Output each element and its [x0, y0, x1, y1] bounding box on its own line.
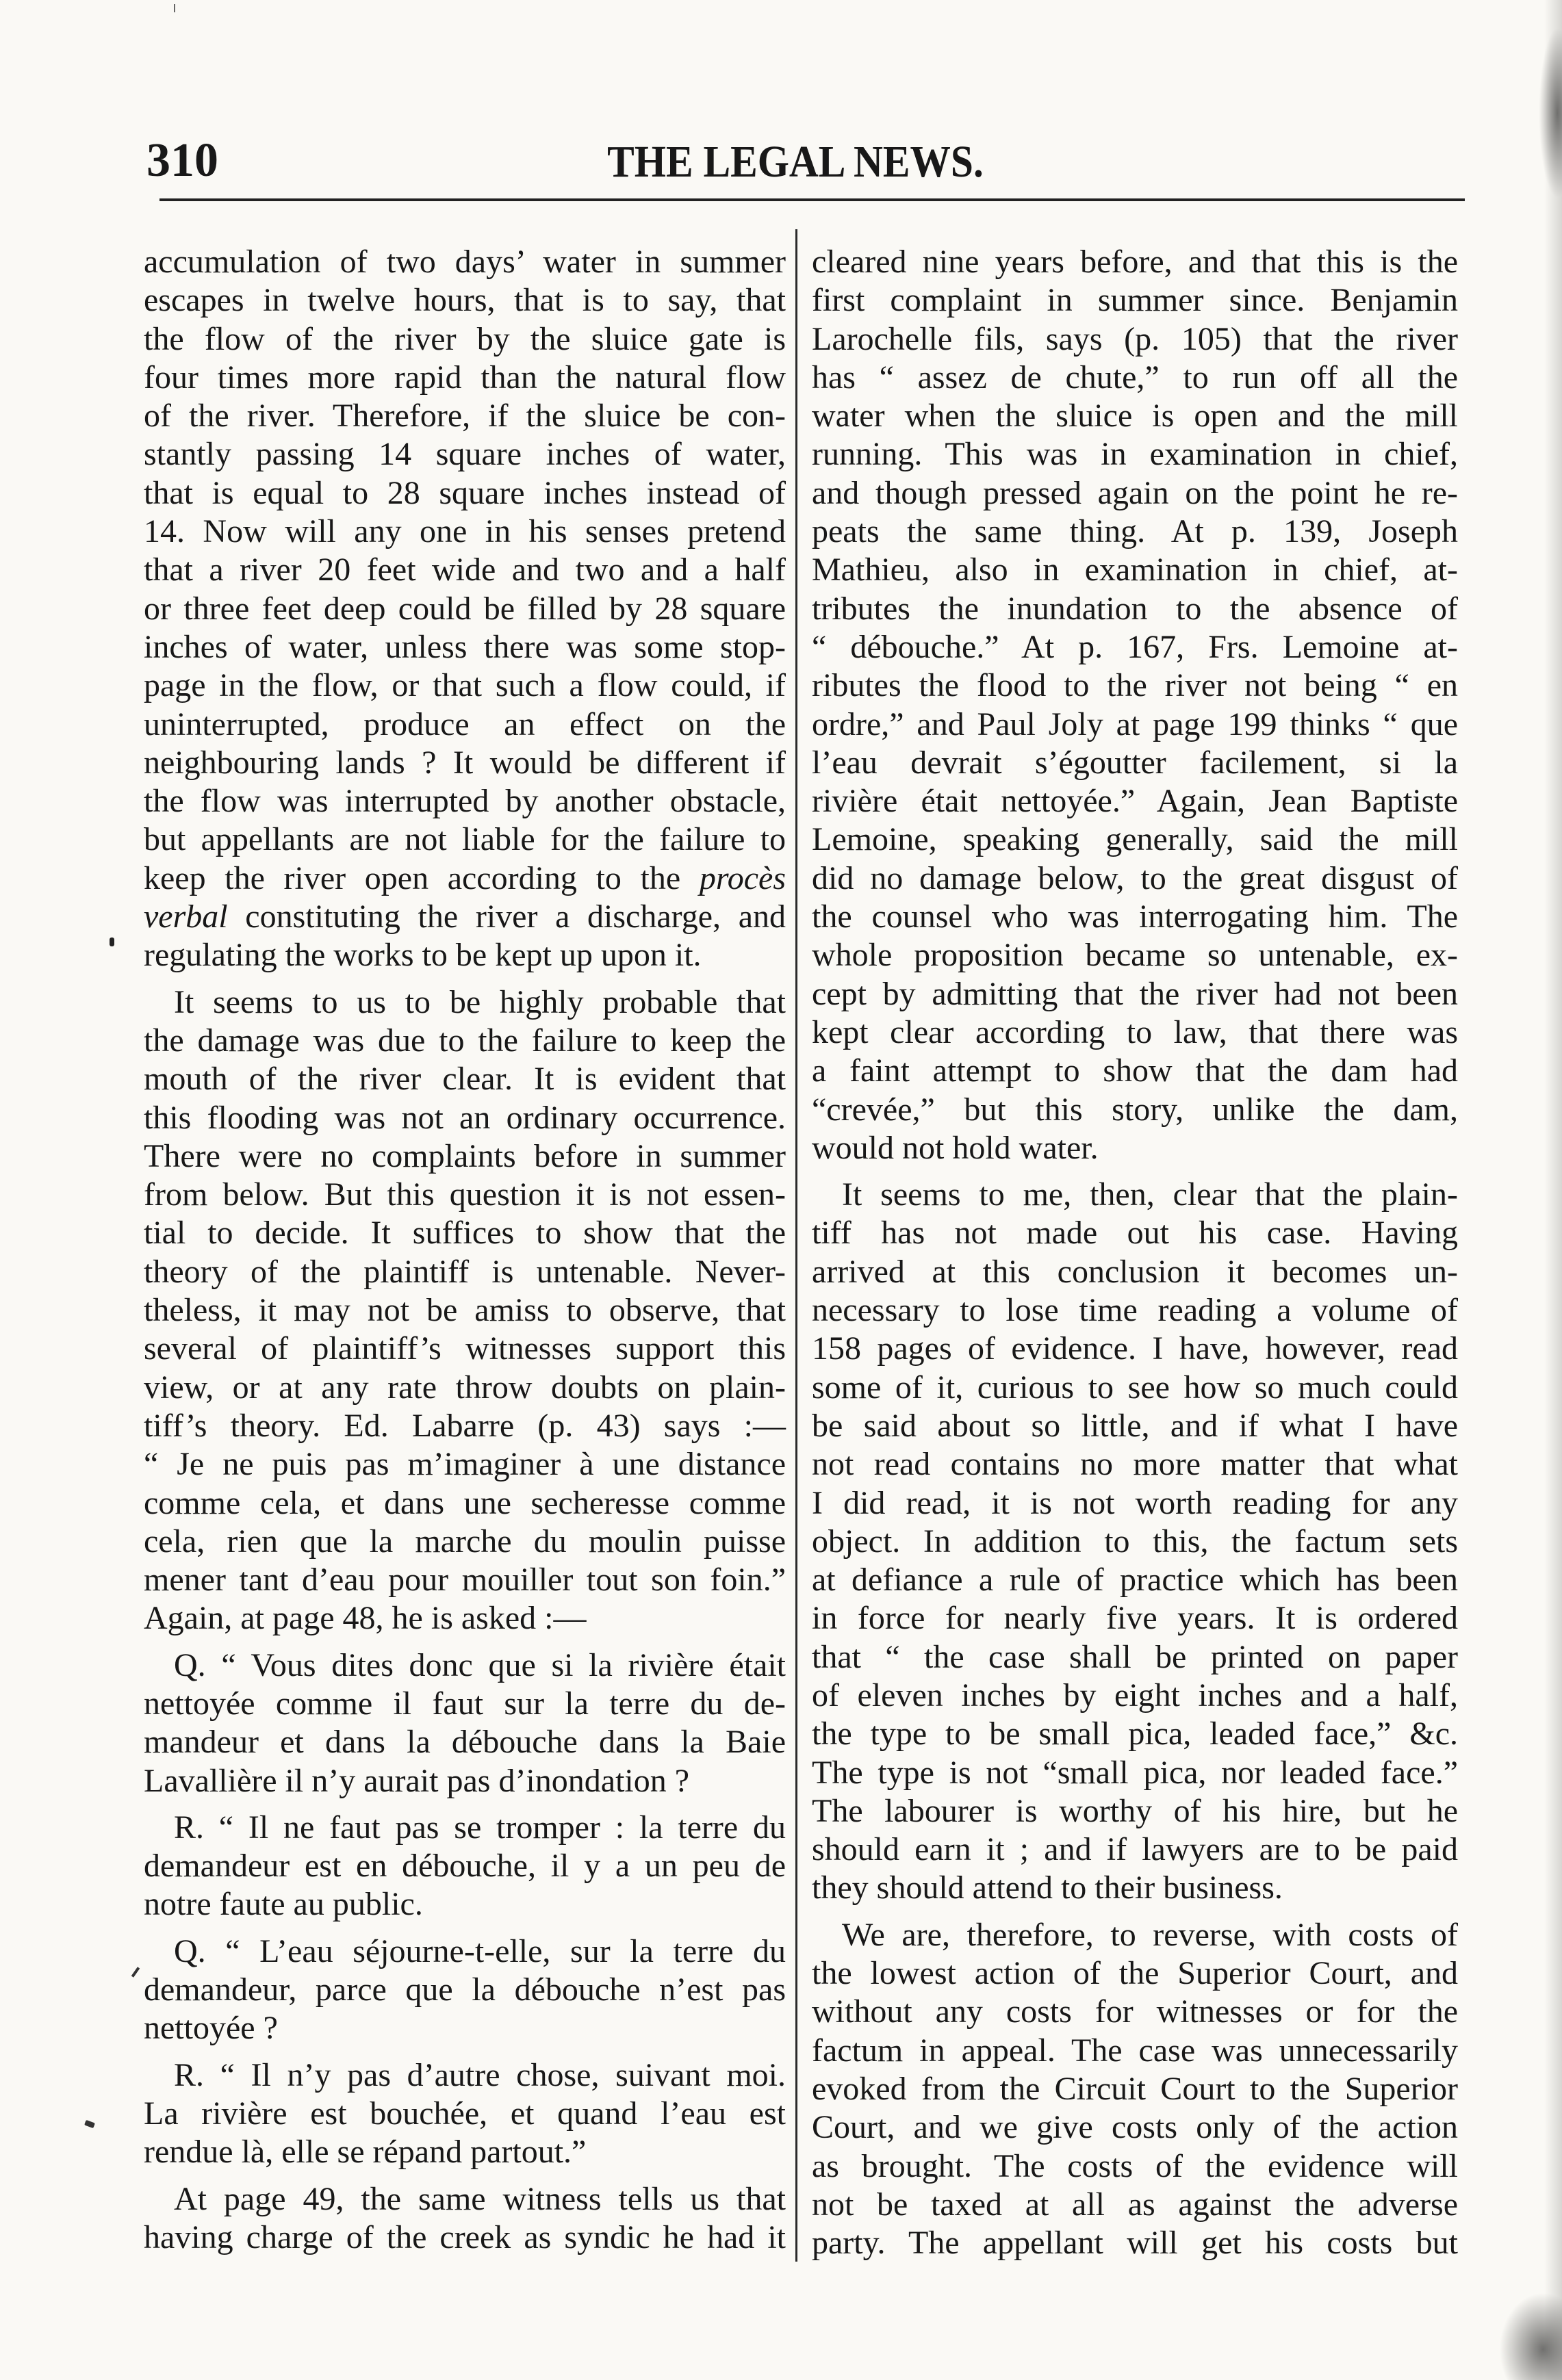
text-line: at defiance a rule of practice which has been [812, 1562, 1458, 1599]
text-line: There were no complaints before in summer [144, 1137, 786, 1174]
text-line: Lavallière il n’y aurait pas d’inondation ? [144, 1762, 690, 1799]
text-line: tributes the inundation to the absence of [812, 590, 1458, 627]
text-line: water when the sluice is open and the mill [812, 398, 1458, 435]
text-line: did no damage below, to the great disgust of [812, 859, 1458, 896]
text-line: At page 49, the same witness tells us that [174, 2180, 786, 2217]
paragraph [144, 1809, 786, 1924]
text-line: four times more rapid than the natural flow [144, 359, 786, 396]
paragraph [144, 2056, 786, 2172]
text-line: tiff has not made out his case. Having [812, 1215, 1458, 1252]
text-line: “ débouche.” At p. 167, Frs. Lemoine at- [812, 628, 1458, 665]
text-line: I did read, it is not worth reading for any [812, 1484, 1458, 1521]
text-line: rivière était nettoyée.” Again, Jean Baptiste [812, 783, 1458, 820]
text-line: has “ assez de chute,” to run off all the [812, 359, 1458, 396]
text-line: the lowest action of the Superior Court, and [812, 1955, 1458, 1992]
text-line: Court, and we give costs only of the action [812, 2109, 1458, 2146]
text-line: The labourer is worthy of his hire, but he [812, 1792, 1458, 1829]
text-line: the damage was due to the failure to keep the [144, 1022, 786, 1059]
text-line: they should attend to their business. [812, 1870, 1283, 1906]
text-line: would not hold water. [812, 1129, 1099, 1166]
paragraph [812, 243, 1458, 1167]
text-line: of the river. Therefore, if the sluice be con- [144, 398, 786, 435]
text-line: La rivière est bouchée, et quand l’eau est [144, 2095, 786, 2132]
text-line: comme cela, et dans une secheresse comme [144, 1484, 786, 1521]
paragraph [812, 1916, 1458, 2263]
text-line: We are, therefore, to reverse, with costs of [842, 1916, 1458, 1953]
text-line: and though pressed again on the point he re- [812, 474, 1458, 511]
text-line: rendue là, elle se répand partout.” [144, 2134, 587, 2171]
text-line: that “ the case shall be printed on paper [812, 1638, 1458, 1675]
text-line: uninterrupted, produce an effect on the [144, 706, 786, 742]
text-line: inches of water, unless there was some stop- [144, 628, 786, 665]
right-column [812, 243, 1458, 2262]
paragraph [144, 1932, 786, 2048]
scan-speck [131, 1967, 140, 1977]
paragraph [144, 243, 786, 975]
text-line: stantly passing 14 square inches of water, [144, 436, 786, 473]
text-line: theory of the plaintiff is untenable. Never- [144, 1253, 786, 1290]
page-number: 310 [146, 134, 218, 187]
text-line: not be taxed at all as against the adverse [812, 2186, 1458, 2223]
text-line: evoked from the Circuit Court to the Superior [812, 2070, 1458, 2107]
text-line: ributes the flood to the river not being “ en [812, 667, 1458, 704]
text-line: as brought. The costs of the evidence will [812, 2147, 1458, 2184]
text-line: regulating the works to be kept up upon it. [144, 937, 702, 974]
text-line: demandeur, parce que la débouche n’est pas [144, 1971, 786, 2008]
text-line: of eleven inches by eight inches and a half, [812, 1677, 1458, 1713]
text-line [144, 859, 786, 898]
text-line: accumulation of two days’ water in summer [144, 244, 786, 280]
text-line: nettoyée ? [144, 2010, 278, 2047]
text-line: party. The appellant will get his costs but [812, 2225, 1458, 2262]
text-line: cela, rien que la marche du moulin puisse [144, 1523, 786, 1560]
text-line: necessary to lose time reading a volume of [812, 1292, 1458, 1329]
text-line: R. “ Il ne faut pas se tromper : la terre du [174, 1809, 786, 1846]
scan-speck [174, 4, 175, 12]
text-line: factum in appeal. The case was unnecessarily [812, 2032, 1458, 2069]
text-line: first complaint in summer since. Benjamin [812, 282, 1458, 319]
text-line: notre faute au public. [144, 1886, 423, 1923]
left-column [144, 243, 786, 2257]
text-line: in force for nearly five years. It is ordered [812, 1600, 1458, 1637]
text-line: ordre,” and Paul Joly at page 199 thinks “ que [812, 706, 1458, 742]
text-line: the flow was interrupted by another obstacle, [144, 783, 786, 820]
text-segment: keep the river open according to the [144, 859, 700, 896]
text-line: Mathieu, also in examination in chief, at- [812, 552, 1458, 588]
text-line: not read contains no more matter that what [812, 1446, 1458, 1483]
text-line: this flooding was not an ordinary occurrence. [144, 1099, 786, 1136]
text-line: be said about so little, and if what I have [812, 1407, 1458, 1444]
text-line: some of it, curious to see how so much could [812, 1369, 1458, 1406]
scan-speck [84, 2120, 95, 2128]
text-line: object. In addition to this, the factum sets [812, 1523, 1458, 1560]
column-divider [795, 229, 797, 2262]
text-line: view, or at any rate throw doubts on plain- [144, 1369, 786, 1406]
text-line: or three feet deep could be filled by 28 square [144, 590, 786, 627]
text-line: from below. But this question it is not essen- [144, 1176, 786, 1213]
journal-title: THE LEGAL NEWS. [607, 137, 984, 187]
text-line: neighbouring lands ? It would be different if [144, 744, 786, 781]
text-line: peats the same thing. At p. 139, Joseph [812, 513, 1458, 550]
text-line: escapes in twelve hours, that is to say, that [144, 282, 786, 319]
text-line: mandeur et dans la débouche dans la Baie [144, 1724, 786, 1761]
text-line: several of plaintiff’s witnesses support this [144, 1330, 786, 1367]
text-line: Lemoine, speaking generally, said the mill [812, 821, 1458, 858]
text-line: should earn it ; and if lawyers are to be paid [812, 1831, 1458, 1868]
text-line [144, 898, 786, 936]
text-line: kept clear according to law, that there was [812, 1013, 1458, 1050]
paragraph [144, 2180, 786, 2258]
text-line: Q. “ Vous dites donc que si la rivière était [174, 1646, 786, 1683]
paragraph [144, 1646, 786, 1800]
italic-term: verbal [144, 898, 228, 935]
text-line: The type is not “small pica, nor leaded face.” [812, 1754, 1458, 1791]
text-line: mener tant d’eau pour mouiller tout son foin.” [144, 1562, 786, 1599]
header-rule [159, 198, 1465, 201]
text-line: “crevée,” but this story, unlike the dam, [812, 1091, 1458, 1128]
text-line: that is equal to 28 square inches instead of [144, 474, 786, 511]
text-line: the type to be small pica, leaded face,” &c. [812, 1716, 1458, 1752]
text-line: cept by admitting that the river had not been [812, 975, 1458, 1012]
text-line: the counsel who was interrogating him. The [812, 898, 1458, 935]
scan-speck [110, 937, 114, 946]
text-line: demandeur est en débouche, il y a un peu de [144, 1848, 786, 1885]
text-line: R. “ Il n’y pas d’autre chose, suivant moi. [174, 2056, 786, 2093]
text-line: “ Je ne puis pas m’imaginer à une distance [144, 1446, 786, 1483]
scan-speck [1499, 2292, 1562, 2380]
text-line: a faint attempt to show that the dam had [812, 1052, 1458, 1089]
text-line: running. This was in examination in chief, [812, 436, 1458, 473]
text-line: l’eau devrait s’égoutter facilement, si la [812, 744, 1458, 781]
text-line: that a river 20 feet wide and two and a half [144, 552, 786, 588]
text-line: It seems to me, then, clear that the plain- [842, 1176, 1458, 1213]
text-segment: constituting the river a discharge, and [227, 898, 786, 935]
italic-term: procès [699, 859, 786, 896]
text-line: arrived at this conclusion it becomes un- [812, 1253, 1458, 1290]
paragraph [812, 1176, 1458, 1908]
text-line: cleared nine years before, and that this is the [812, 244, 1458, 280]
text-line: page in the flow, or that such a flow could, if [144, 667, 786, 704]
text-line: Again, at page 48, he is asked :— [144, 1600, 587, 1637]
text-line: tial to decide. It suffices to show that the [144, 1215, 786, 1252]
scan-edge-shadow [1544, 0, 1562, 2380]
text-line: mouth of the river clear. It is evident that [144, 1061, 786, 1098]
text-line: the flow of the river by the sluice gate is [144, 320, 786, 357]
scan-speck [1539, 27, 1562, 198]
text-line: whole proposition became so untenable, ex- [812, 937, 1458, 974]
paragraph [144, 983, 786, 1638]
text-line: 14. Now will any one in his senses pretend [144, 513, 786, 550]
text-line: Larochelle fils, says (p. 105) that the river [812, 320, 1458, 357]
text-line: having charge of the creek as syndic he had it [144, 2219, 786, 2255]
text-line: 158 pages of evidence. I have, however, read [812, 1330, 1458, 1367]
text-line: without any costs for witnesses or for the [812, 1993, 1458, 2030]
text-line: nettoyée comme il faut sur la terre du de- [144, 1685, 786, 1722]
text-line: It seems to us to be highly probable that [174, 983, 786, 1020]
text-line: theless, it may not be amiss to observe, that [144, 1292, 786, 1329]
text-line: but appellants are not liable for the failure to [144, 821, 786, 858]
text-line: Q. “ L’eau séjourne-t-elle, sur la terre du [174, 1932, 786, 1969]
text-line: tiff’s theory. Ed. Labarre (p. 43) says :— [144, 1407, 786, 1444]
